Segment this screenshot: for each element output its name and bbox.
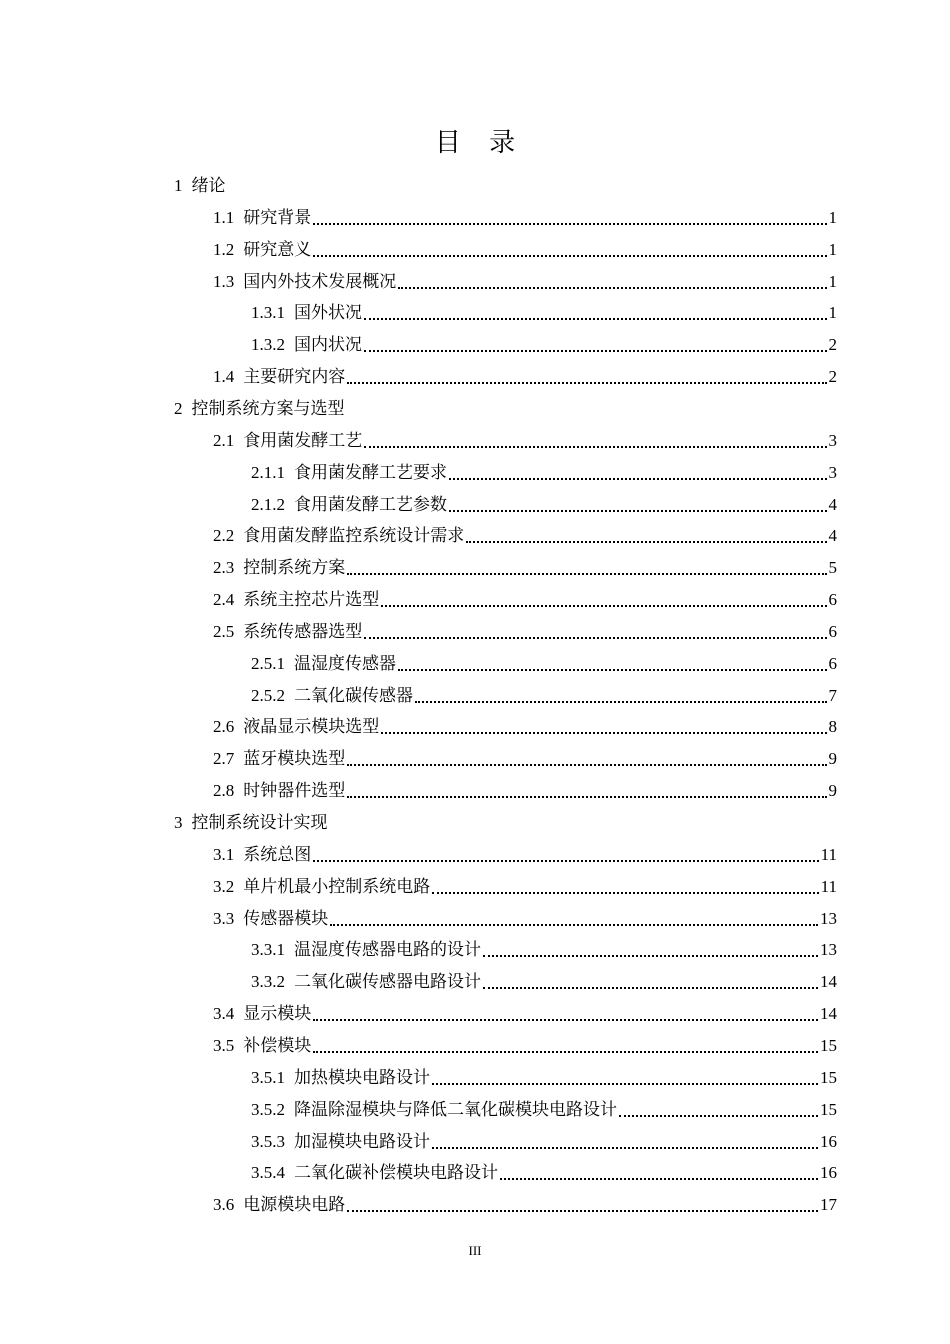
toc-entry-title: 系统主控芯片选型: [243, 590, 380, 611]
toc-entry-page: 14: [820, 972, 837, 992]
toc-entry-title: 电源模块电路: [243, 1195, 346, 1216]
toc-entry-number: 3.5.1: [251, 1067, 285, 1087]
toc-entry-title: 单片机最小控制系统电路: [243, 876, 431, 897]
toc-entry-number: 3.2: [213, 876, 235, 896]
toc-entry[interactable]: [213, 872, 837, 902]
toc-entry-page: 15: [820, 1099, 837, 1119]
toc-entry[interactable]: [174, 808, 328, 838]
toc-entry-page: 1: [828, 271, 837, 291]
toc-entry-title: 主要研究内容: [243, 367, 346, 388]
toc-entry-title: 系统传感器选型: [243, 621, 363, 642]
toc-entry-title: 加热模块电路设计: [294, 1067, 430, 1088]
toc-entry-page: 16: [820, 1131, 837, 1151]
toc-entry[interactable]: [251, 681, 837, 711]
toc-entry[interactable]: [213, 744, 837, 774]
toc-entry-number: 1.3.1: [251, 303, 285, 323]
toc-entry-page: 1: [828, 239, 837, 259]
toc-entry-title: 控制系统设计实现: [191, 813, 328, 833]
toc-entry-title: 国外状况: [294, 303, 362, 324]
toc-entry-number: 1.2: [213, 239, 235, 259]
toc-entry[interactable]: [251, 458, 837, 488]
toc-entry-page: 16: [820, 1163, 837, 1183]
toc-entry-page: 13: [820, 908, 837, 928]
toc-dot-leader: [619, 1115, 818, 1117]
toc-entry-title: 蓝牙模块选型: [243, 749, 346, 770]
toc-entry[interactable]: [213, 999, 837, 1029]
toc-entry[interactable]: [213, 712, 837, 742]
toc-entry-page: 1: [828, 207, 837, 227]
toc-entry-title: 温湿度传感器: [294, 653, 396, 674]
toc-entry-number: 1.3.2: [251, 335, 285, 355]
toc-entry-page: 4: [828, 526, 837, 546]
toc-dot-leader: [347, 796, 826, 798]
toc-entry[interactable]: [251, 935, 837, 965]
toc-dot-leader: [483, 955, 818, 957]
toc-entry-page: 3: [828, 462, 837, 482]
toc-dot-leader: [432, 892, 818, 894]
toc-dot-leader: [381, 605, 826, 607]
toc-entry-number: 3.5.2: [251, 1099, 285, 1119]
toc-dot-leader: [330, 924, 818, 926]
page-number-footer: III: [468, 1243, 482, 1258]
toc-dot-leader: [313, 1019, 818, 1021]
toc-entry-page: 2: [828, 367, 837, 387]
toc-entry[interactable]: [251, 1095, 837, 1125]
toc-entry-page: 9: [828, 781, 837, 801]
toc-entry-number: 3.5: [213, 1035, 235, 1055]
toc-entry-number: 2.7: [213, 749, 235, 769]
toc-entry-number: 2.2: [213, 526, 235, 546]
toc-entry[interactable]: [213, 1031, 837, 1061]
toc-entry[interactable]: [213, 776, 837, 806]
toc-entry[interactable]: [213, 617, 837, 647]
toc-dot-leader: [398, 669, 827, 671]
toc-entry-number: 3.3: [213, 908, 235, 928]
toc-entry[interactable]: [213, 521, 837, 551]
toc-entry[interactable]: [251, 1158, 837, 1188]
toc-entry-title: 二氧化碳补偿模块电路设计: [294, 1163, 498, 1184]
toc-entry-number: 2.1.2: [251, 494, 285, 514]
toc-dot-leader: [313, 255, 826, 257]
toc-entry-page: 14: [820, 1004, 837, 1024]
toc-entry-title: 二氧化碳传感器: [294, 685, 413, 706]
toc-entry-number: 1.1: [213, 207, 235, 227]
toc-entry-page: 6: [828, 590, 837, 610]
toc-entry-page: 4: [828, 494, 837, 514]
toc-entry-page: 15: [820, 1035, 837, 1055]
toc-entry-title: 加湿模块电路设计: [294, 1131, 430, 1152]
toc-entry[interactable]: [251, 967, 837, 997]
toc-entry-page: 11: [820, 844, 837, 864]
toc-entry-title: 显示模块: [243, 1004, 312, 1025]
toc-entry-number: 2.5.1: [251, 653, 285, 673]
toc-entry-page: 5: [828, 558, 837, 578]
toc-entry[interactable]: [213, 267, 837, 297]
toc-entry[interactable]: [251, 649, 837, 679]
toc-entry-number: 3.3.2: [251, 972, 285, 992]
toc-entry[interactable]: [213, 203, 837, 233]
toc-dot-leader: [364, 318, 827, 320]
toc-entry-number: 3.6: [213, 1195, 235, 1215]
toc-entry[interactable]: [251, 298, 837, 328]
toc-dot-leader: [432, 1083, 818, 1085]
toc-entry-page: 6: [828, 621, 837, 641]
toc-entry-title: 二氧化碳传感器电路设计: [294, 972, 481, 993]
toc-entry-number: 2.8: [213, 781, 235, 801]
toc-entry[interactable]: [213, 585, 837, 615]
toc-entry-title: 国内外技术发展概况: [243, 271, 397, 292]
toc-dot-leader: [449, 510, 827, 512]
toc-entry-page: 13: [820, 940, 837, 960]
toc-entry-page: 6: [828, 653, 837, 673]
toc-entry[interactable]: [213, 840, 837, 870]
toc-entry[interactable]: [213, 553, 837, 583]
toc-dot-leader: [364, 637, 826, 639]
toc-dot-leader: [500, 1178, 818, 1180]
toc-entry-title: 液晶显示模块选型: [243, 717, 380, 738]
toc-entry-title: 研究背景: [243, 207, 312, 228]
toc-entry[interactable]: [213, 1190, 837, 1220]
toc-entry-title: 食用菌发酵工艺: [243, 430, 363, 451]
toc-entry-page: 3: [828, 430, 837, 450]
toc-entry[interactable]: [213, 235, 837, 265]
toc-entry-title: 研究意义: [243, 239, 312, 260]
toc-entry-number: 2.1: [213, 430, 235, 450]
toc-entry[interactable]: [251, 490, 837, 520]
toc-dot-leader: [347, 382, 826, 384]
toc-entry[interactable]: [251, 330, 837, 360]
toc-entry-number: 1: [174, 176, 183, 195]
toc-dot-leader: [313, 1051, 818, 1053]
toc-entry[interactable]: [213, 362, 837, 392]
toc-dot-leader: [347, 1210, 818, 1212]
toc-dot-leader: [313, 860, 818, 862]
toc-entry-page: 17: [820, 1195, 837, 1215]
toc-entry-page: 2: [828, 335, 837, 355]
toc-entry[interactable]: [174, 171, 226, 201]
toc-dot-leader: [347, 764, 826, 766]
toc-entry-number: 3.3.1: [251, 940, 285, 960]
toc-entry-number: 2.3: [213, 558, 235, 578]
toc-entry-title: 传感器模块: [243, 908, 329, 929]
toc-entry-number: 2.5: [213, 621, 235, 641]
toc-dot-leader: [398, 287, 826, 289]
toc-entry-title: 食用菌发酵工艺要求: [294, 462, 447, 483]
toc-entry-number: 3: [174, 813, 183, 832]
toc-entry[interactable]: [213, 904, 837, 934]
toc-dot-leader: [347, 573, 826, 575]
toc-entry-number: 3.1: [213, 844, 235, 864]
toc-entry-title: 绪论: [191, 176, 226, 196]
toc-dot-leader: [364, 446, 826, 448]
toc-entry-title: 系统总图: [243, 844, 312, 865]
toc-dot-leader: [381, 732, 826, 734]
toc-entry[interactable]: [174, 394, 345, 424]
toc-entry-number: 2.5.2: [251, 685, 285, 705]
toc-entry-number: 2.4: [213, 590, 235, 610]
toc-entry-title: 降温除湿模块与降低二氧化碳模块电路设计: [294, 1099, 617, 1120]
toc-entry-title: 食用菌发酵工艺参数: [294, 494, 447, 515]
toc-entry-title: 国内状况: [294, 335, 362, 356]
toc-dot-leader: [432, 1147, 818, 1149]
toc-entry-number: 2.1.1: [251, 462, 285, 482]
toc-entry-title: 控制系统方案: [243, 558, 346, 579]
toc-entry-number: 3.5.4: [251, 1163, 285, 1183]
toc-entry-number: 2: [174, 398, 183, 418]
toc-entry[interactable]: [251, 1127, 837, 1157]
toc-entry-page: 8: [828, 717, 837, 737]
toc-entry-page: 1: [828, 303, 837, 323]
toc-entry-number: 2.6: [213, 717, 235, 737]
toc-entry-number: 1.3: [213, 271, 235, 291]
toc-entry-title: 控制系统方案与选型: [191, 398, 345, 419]
toc-dot-leader: [415, 701, 827, 703]
toc-entry-page: 7: [828, 685, 837, 705]
toc-dot-leader: [483, 987, 818, 989]
toc-entry[interactable]: [213, 426, 837, 456]
toc-dot-leader: [313, 223, 826, 225]
toc-entry-number: 3.5.3: [251, 1131, 285, 1151]
toc-entry-title: 食用菌发酵监控系统设计需求: [243, 526, 465, 547]
toc-entry-title: 温湿度传感器电路的设计: [294, 940, 481, 961]
toc-entry-number: 3.4: [213, 1004, 235, 1024]
toc-entry-page: 15: [820, 1067, 837, 1087]
toc-entry-page: 11: [820, 876, 837, 896]
toc-dot-leader: [466, 541, 826, 543]
toc-entry-title: 补偿模块: [243, 1035, 312, 1056]
toc-entry-number: 1.4: [213, 367, 235, 387]
toc-entry[interactable]: [251, 1063, 837, 1093]
toc-dot-leader: [449, 478, 827, 480]
toc-entry-title: 时钟器件选型: [243, 781, 346, 802]
toc-dot-leader: [364, 350, 827, 352]
toc-title: 目 录: [434, 128, 526, 158]
toc-entry-page: 9: [828, 749, 837, 769]
